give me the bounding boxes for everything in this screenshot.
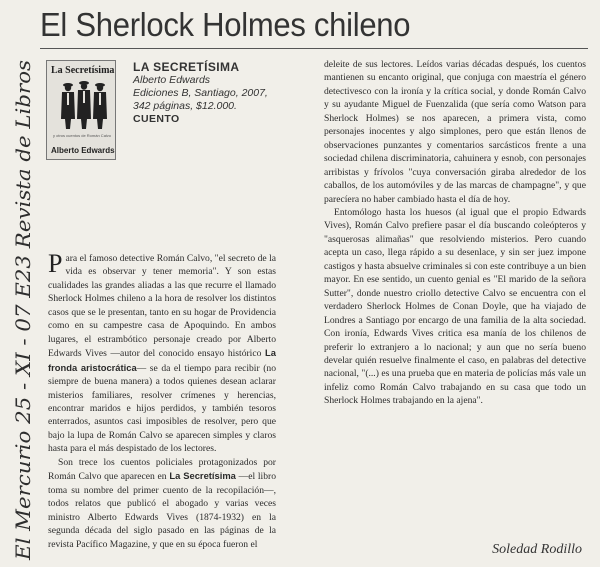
article-column-right	[324, 58, 586, 408]
book-title: LA SECRETÍSIMA	[133, 60, 240, 74]
paragraph-4: Entomólogo hasta los huesos (al igual que el propio Edwards Vives), Román Calvo prefiere pasar el día buscando coleópteros y "asquerosas alimañas" que resolviendo misterios. Pero cuando acepta un caso, llega rápido a su desenlace, y sin ser juez impone castigos y hasta absuelve criminales si con este contribuye a un bien mayor. En ese sentido, un cuento genial es "El marido de la señora Sutter", donde nuestro criollo detective Calvo se encuentra con el verdadero Sherlock Holmes de Conan Doyle, que ha viajado de Londres a Santiago por encargo de una familia de la alta sociedad. Con ironía, Edwards Vives critica esa manía de los chilenos de preferir lo extranjero a lo nacional; y aun que no sería bueno develar quién resuelve finalmente el caso, en palabras del detective nacional, "(...) es una prueba que en materia de policías más vale un infeliz como Román Calvo trabajando en su casa que todo un Sherlock Holmes trabajando en la ajena".	[324, 206, 586, 407]
paragraph-3: deleite de sus lectores. Leídos varias décadas después, los cuentos mantienen su encanto original, que conjuga con maestría el género detectivesco con la ironía y la crítica social, y donde Román Calvo y su ayudante Miguel de Fuenzalida (que sería como Watson para Sherlock Holmes) se nos aparecen, a primera vista, como personajes inocentes y algo simplones, pero que están llenos de observaciones punzantes y comentarios sarcásticos frente a una sociedad chilena discriminatoria, cahuinera y esnob, con personajes arribistas y frívolos "cuya conversación giraba alrededor de los caballos, de los automóviles y de las marcas de champagne", y que parecíera no haber cambiado hasta el día de hoy.	[324, 59, 586, 205]
handwritten-archive-note	[0, 0, 40, 567]
book-genre: CUENTO	[133, 113, 180, 125]
author-signature: Soledad Rodillo	[492, 542, 582, 557]
cover-title: La Secretísima	[51, 65, 115, 76]
book-info	[133, 60, 313, 126]
dropcap: P	[48, 249, 63, 278]
paragraph-1-end: — se da el tiempo para recibir (no siempre de buena manera) a todos quienes desean aclarar misterios familiares, resolver crímenes y herencias, encontrar maridos e hijos perdidos, y también tesoros enterrados, asuntos casi imposibles de resolver, pero que bajo la lupa de Román Calvo se aparecen simples y claros hasta para el más despistado de los lectores.	[48, 362, 276, 455]
handwritten-note-text: El Mercurio 25 - XI - 07 E23 Revista de Libros	[11, 91, 35, 560]
paragraph-1	[48, 249, 276, 456]
paragraph-1-text: ara el famoso detective Román Calvo, "el secreto de la vida es observar y tener memoria". Y son estas cualidades las grandes aliadas a las que recurre el llamado Sherlock Holmes chileno a la hora de resolver los distintos casos que se le presentan, tanto en su hogar de Providencia como en su campestre casa de Apoquindo. En ambos lugares, el estrambótico personaje creado por Alberto Edwards Vives —autor del conocido ensayo histórico	[48, 253, 276, 360]
cover-figures-illustration	[57, 79, 111, 131]
book-reference-fronda: La fronda aristocrática	[48, 347, 276, 373]
book-pages-price: 342 páginas, $12.000.	[133, 100, 237, 112]
paragraph-2	[48, 456, 276, 551]
book-author: Alberto Edwards	[133, 74, 211, 86]
book-cover-image	[46, 60, 116, 160]
book-publisher: Ediciones B, Santiago, 2007,	[133, 87, 268, 99]
cover-subtitle: y otros cuentos de Román Calvo	[53, 133, 112, 138]
paragraph-2-end: —el libro toma su nombre del primer cuento de la recopilación—, todos relatos que publicó el abogado y varias veces ministro Alberto Edwards Vives (1874-1932) en la segunda década del siglo pasado en las páginas de la revista Pacífico Magazine, y que en su época fueron el	[48, 471, 277, 550]
article-column-left	[48, 249, 277, 551]
paragraph-2-text: Son trece los cuentos policiales protagonizados por Román Calvo que aparecen en	[48, 456, 276, 483]
headline-rule	[40, 48, 588, 49]
book-reference-secretisima: La Secretísima	[169, 470, 236, 482]
article-headline: El Sherlock Holmes chileno	[40, 6, 411, 43]
cover-author: Alberto Edwards	[51, 146, 115, 155]
